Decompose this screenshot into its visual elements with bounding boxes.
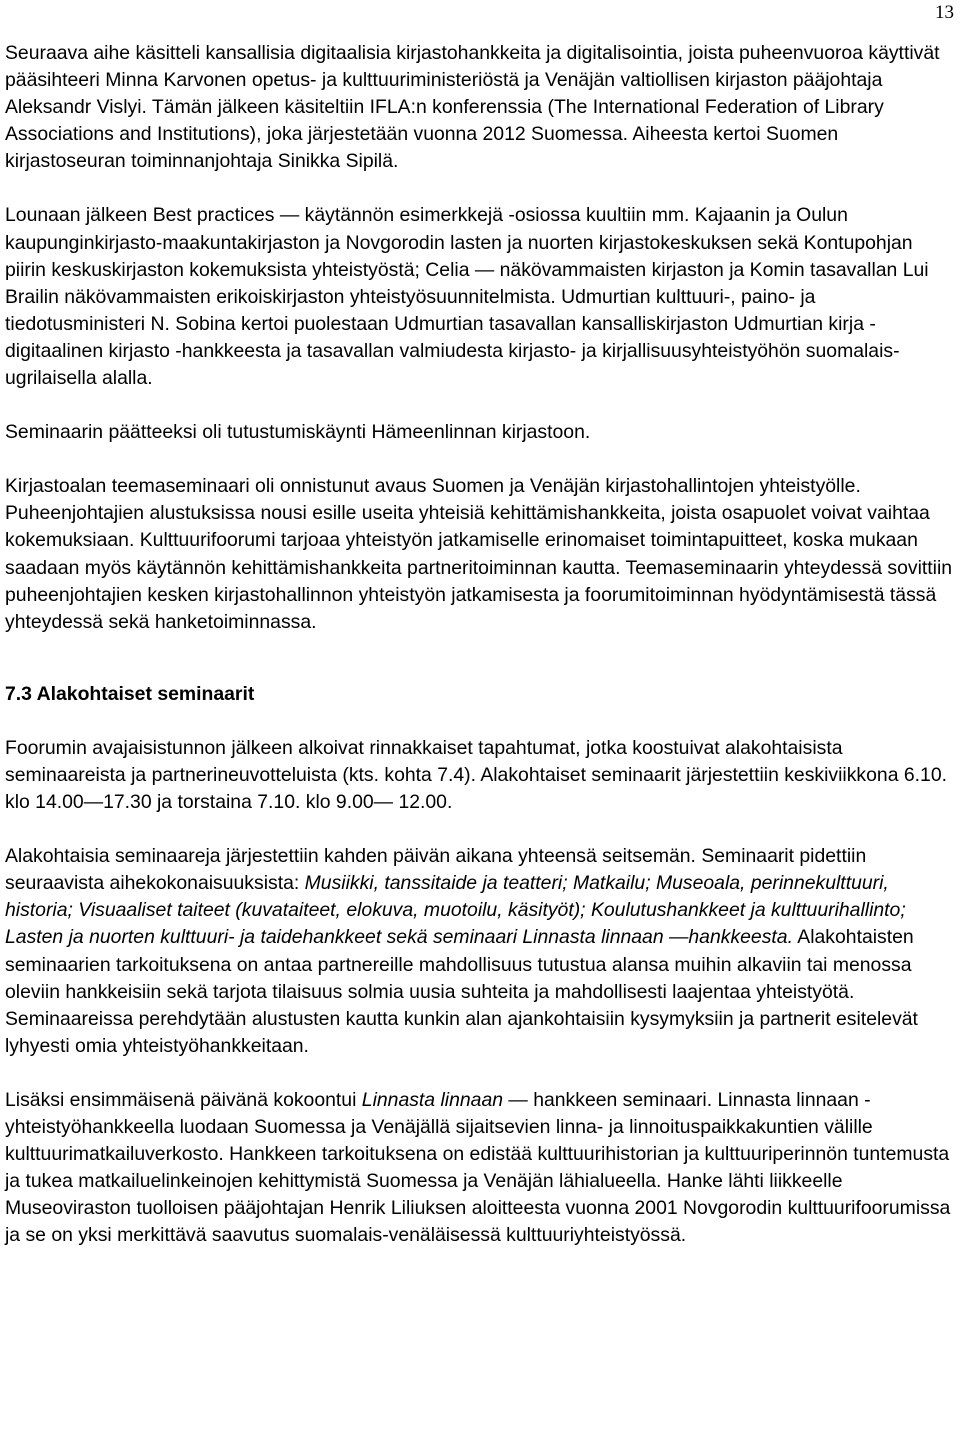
- paragraph-parallel-events: Foorumin avajaisistunnon jälkeen alkoivat rinnakkaiset tapahtumat, jotka koostuivat alakohtaisista seminaareista ja partnerineuvotteluista (kts. kohta 7.4). Alakohtaiset seminaarit järjestettiin keskiviikkona 6.10. klo 14.00―17.30 ja torstaina 7.10. klo 9.00― 12.00.: [5, 736, 947, 814]
- castle-project-rest: ― hankkeen seminaari. Linnasta linnaan -yhteistyöhankkeella luodaan Suomessa ja Venäjällä sijaitsevien linna- ja linnoituspaikkakuntien välille kulttuurimatkailuverkosto. Hankkeen tarkoituksena on edistää kulttuurihistorian ja kulttuuriperinnön tuntemusta ja tukea matkailuelinkeinojen kehittymistä Suomessa ja Venäjän lähialueella. Hanke lähti liikkeelle Museoviraston tuolloisen pääjohtajan Henrik Liliuksen aloitteesta vuonna 2001 Novgorodin kulttuurifoorumissa ja se on yksi merkittävä saavutus suomalais-venäläisessä kulttuuriyhteistyössä.: [5, 1088, 951, 1247]
- seminar-topics: Musiikki, tanssitaide ja teatteri; Matkailu; Museoala, perinnekulttuuri, historia; Visuaaliset taiteet (kuvataiteet, elokuva, muotoilu, käsityöt); Koulutushankkeet ja kulttuurihallinto; Lasten ja nuorten kulttuuri- ja taidehankkeet sekä seminaari Linnasta linnaan ―hankkeesta.: [5, 872, 906, 949]
- castle-project-name: Linnasta linnaan: [361, 1088, 504, 1111]
- paragraph-castle-project: [5, 1087, 957, 1250]
- paragraph-study-visit: Seminaarin päätteeksi oli tutustumiskäynti Hämeenlinnan kirjastoon.: [5, 421, 591, 444]
- page-number: 13: [935, 2, 954, 23]
- sector-seminars-rest: Alakohtaisten seminaarien tarkoituksena on antaa partnereille mahdollisuus tutustua alansa muihin alkaviin tai menossa oleviin hankkeisiin sekä tarjota tilaisuus solmia uusia suhteita ja mahdollisesti laajentaa yhteistyötä. Seminaareissa perehdytään alustusten kautta kunkin alan ajankohtaisiin kysymyksiin ja partnerit esitelevät lyhyesti omia yhteistyöhankkeitaan.: [5, 926, 918, 1057]
- paragraph-sector-seminars: [5, 843, 957, 1060]
- paragraph-theme-seminar-summary: Kirjastoalan teemaseminaari oli onnistunut avaus Suomen ja Venäjän kirjastohallintojen yhteistyölle. Puheenjohtajien alustuksissa nousi esille useita yhteisiä kehittämishankkeita, joista osapuolet voivat vaihtaa kokemuksiaan. Kulttuurifoorumi tarjoaa yhteistyön jatkamiselle erinomaiset toimintapuitteet, koska mukaan saadaan myös käytännön kehittämishankkeita partneritoiminnan kautta. Teemaseminaarin yhteydessä sovittiin puheenjohtajien kesken kirjastohallinnon yhteistyön jatkamisesta ja foorumitoiminnan hyödyntämisestä tässä yhteydessä sekä hanketoiminnassa.: [5, 475, 953, 633]
- section-heading: 7.3 Alakohtaiset seminaarit: [5, 682, 255, 705]
- paragraph-digital-libraries: Seuraava aihe käsitteli kansallisia digitaalisia kirjastohankkeita ja digitalisointia, joista puheenvuoroa käyttivät pääsihteeri Minna Karvonen opetus- ja kulttuuriministeriöstä ja Venäjän valtiollisen kirjaston pääjohtaja Aleksandr Vislyi. Tämän jälkeen käsiteltiin IFLA:n konferenssia (The International Federation of Library Associations and Institutions), joka järjestetään vuonna 2012 Suomessa. Aiheesta kertoi Suomen kirjastoseuran toiminnanjohtaja Sinikka Sipilä.: [5, 42, 940, 173]
- document-body: [5, 40, 957, 1249]
- paragraph-best-practices: Lounaan jälkeen Best practices ― käytännön esimerkkejä -osiossa kuultiin mm. Kajaanin ja Oulun kaupunginkirjasto-maakuntakirjaston ja Novgorodin lasten ja nuorten kirjastokeskuksen sekä Kontupohjan piirin keskuskirjaston kokemuksista yhteistyöstä; Celia ― näkövammaisten kirjaston ja Komin tasavallan Lui Brailin näkövammaisten erikoiskirjaston yhteistyösuunnitelmista. Udmurtian kulttuuri-, paino- ja tiedotusministeri N. Sobina kertoi puolestaan Udmurtian tasavallan kansalliskirjaston Udmurtian kirja - digitaalinen kirjasto -hankkeesta ja tasavallan valmiudesta kirjasto- ja kirjallisuusyhteistyöhön suomalais-ugrilaisella alalla.: [5, 204, 929, 390]
- castle-project-intro: Lisäksi ensimmäisenä päivänä kokoontui: [5, 1088, 362, 1111]
- sector-seminars-intro: Alakohtaisia seminaareja järjestettiin kahden päivän aikana yhteensä seitsemän. Seminaarit pidettiin seuraavista aihekokonaisuuksista:: [5, 845, 867, 895]
